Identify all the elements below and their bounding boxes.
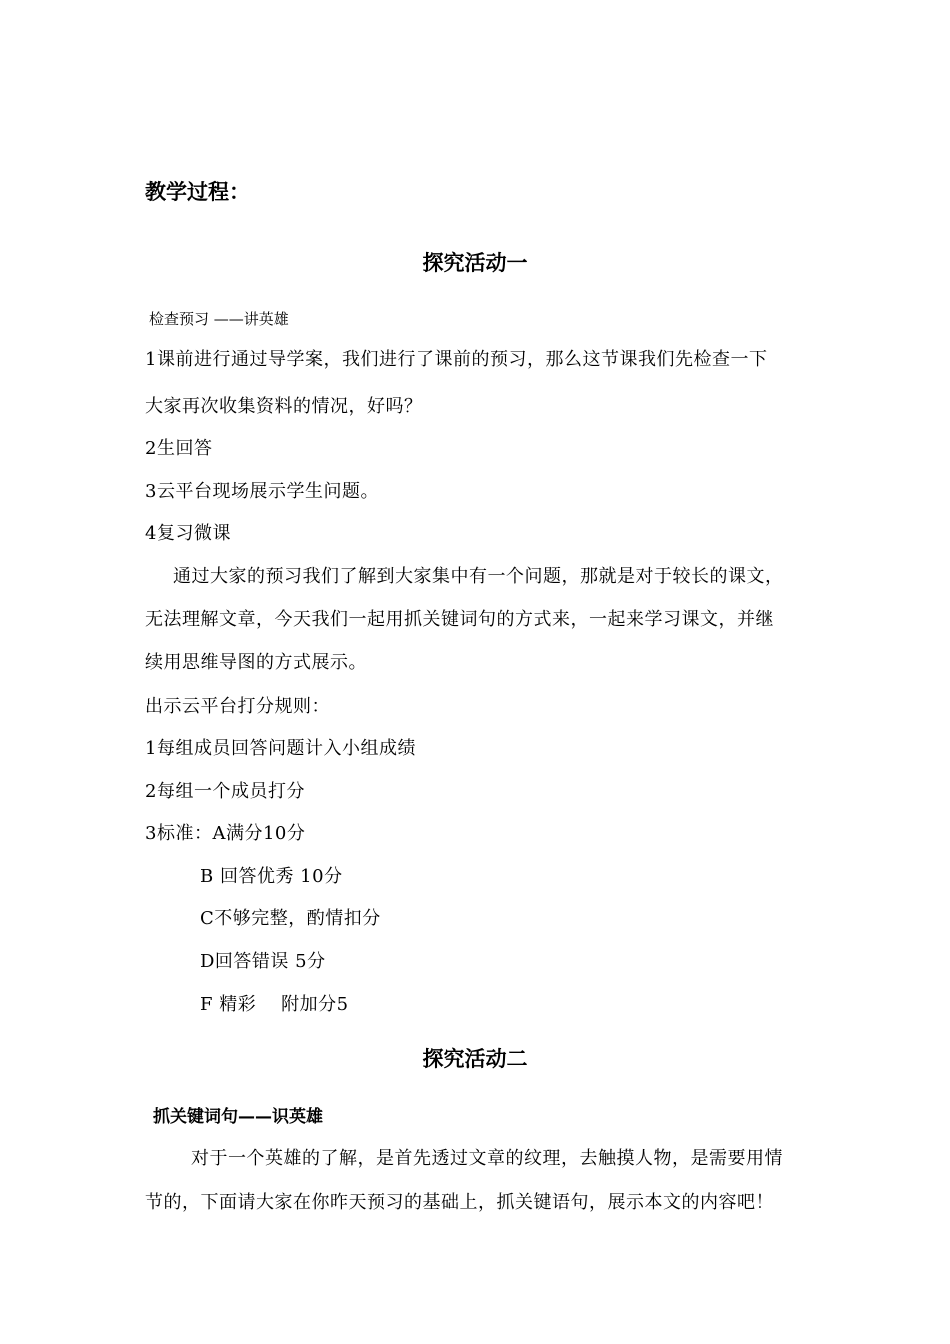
activity1-title: 探究活动一 (422, 251, 528, 275)
paragraph-line: 大家再次收集资料的情况，好吗？ (145, 396, 423, 417)
activity2-subtitle: 抓关键词句——识英雄 (153, 1107, 323, 1127)
list-item: 1每组成员回答问题计入小组成绩 (145, 738, 416, 759)
paragraph-line: 节的，下面请大家在你昨天预习的基础上，抓关键语句，展示本文的内容吧！ (145, 1192, 774, 1213)
criteria-item: D回答错误 5分 (200, 951, 326, 972)
list-item: 4复习微课 (145, 523, 231, 544)
criteria-item: B 回答优秀 10分 (200, 866, 343, 887)
activity2-title: 探究活动二 (422, 1047, 528, 1071)
paragraph-line: 无法理解文章，今天我们一起用抓关键词句的方式来，一起来学习课文，并继 (145, 609, 774, 630)
paragraph-line: 通过大家的预习我们了解到大家集中有一个问题，那就是对于较长的课文， (173, 566, 784, 587)
list-item: 3标准：A满分10分 (145, 823, 306, 844)
list-item: 2每组一个成员打分 (145, 781, 305, 802)
list-item: 3云平台现场展示学生问题。 (145, 481, 379, 502)
list-item: 2生回答 (145, 438, 213, 459)
paragraph-line: 1课前进行通过导学案，我们进行了课前的预习，那么这节课我们先检查一下 (145, 349, 768, 370)
activity1-subtitle: 检查预习 ——讲英雄 (149, 310, 289, 328)
rules-heading: 出示云平台打分规则： (145, 696, 330, 717)
paragraph-line: 对于一个英雄的了解，是首先透过文章的纹理，去触摸人物，是需要用情 (191, 1148, 783, 1169)
section-label: 教学过程： (145, 180, 250, 204)
criteria-item: F 精彩 附加分5 (200, 994, 349, 1015)
criteria-item: C不够完整，酌情扣分 (200, 908, 381, 929)
paragraph-line: 续用思维导图的方式展示。 (145, 652, 367, 673)
